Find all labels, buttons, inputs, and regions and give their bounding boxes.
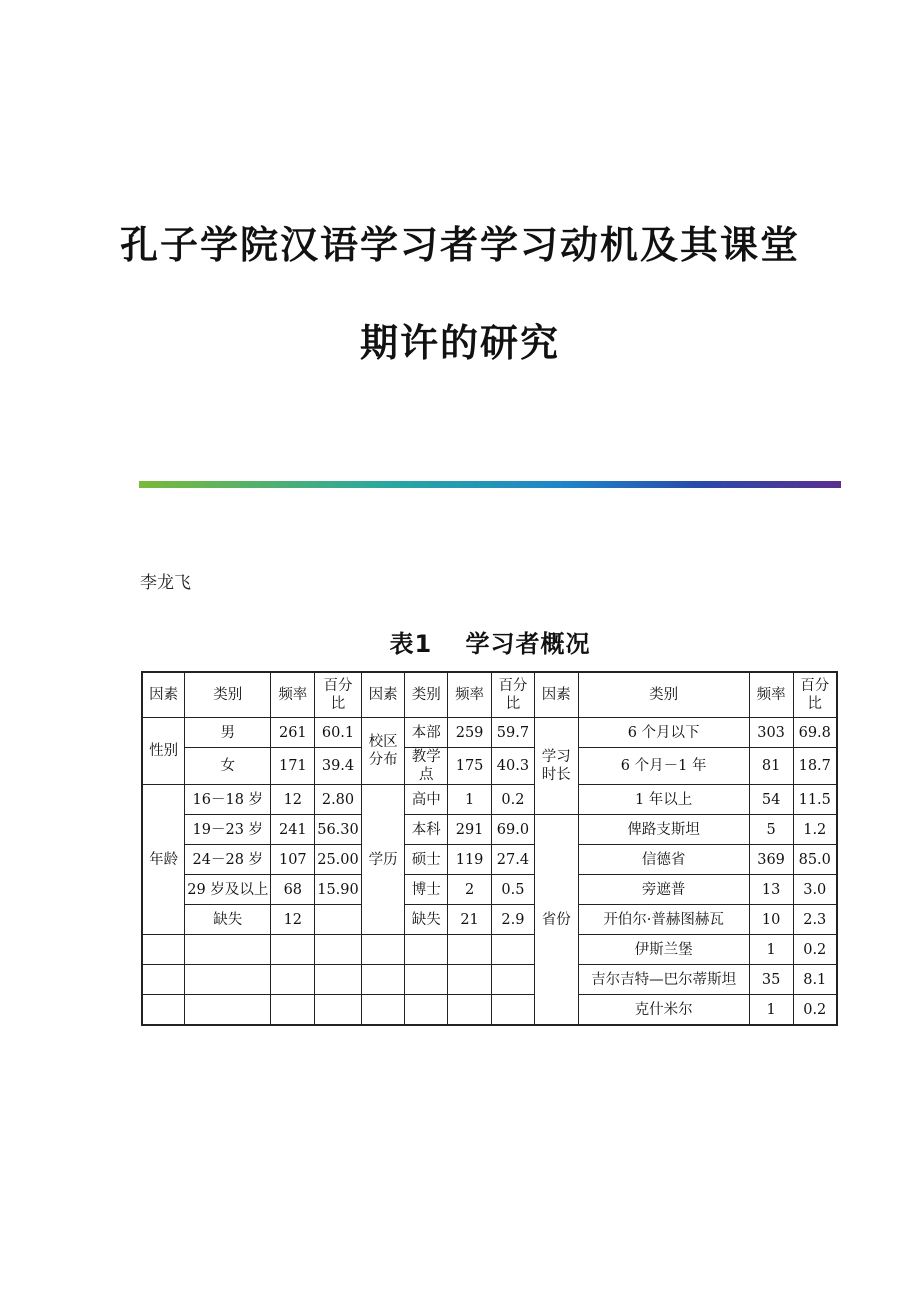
category-cell: 本部 — [405, 718, 448, 748]
frequency-cell: 291 — [448, 815, 492, 845]
category-cell: 硕士 — [405, 845, 448, 875]
category-cell: 男 — [185, 718, 271, 748]
header-cell: 频率 — [749, 672, 793, 718]
empty-cell — [142, 965, 185, 995]
empty-cell — [491, 995, 534, 1026]
paper-title-line-2: 期许的研究 — [359, 320, 560, 365]
empty-cell — [315, 935, 362, 965]
percent-cell: 56.30 — [315, 815, 362, 845]
frequency-cell: 107 — [271, 845, 315, 875]
percent-cell: 25.00 — [315, 845, 362, 875]
factor-cell-age: 年龄 — [142, 785, 185, 935]
factor-cell-gender: 性别 — [142, 718, 185, 785]
empty-cell — [405, 935, 448, 965]
frequency-cell: 171 — [271, 748, 315, 785]
frequency-cell: 68 — [271, 875, 315, 905]
percent-cell: 3.0 — [793, 875, 837, 905]
table-caption — [0, 624, 920, 659]
percent-cell: 15.90 — [315, 875, 362, 905]
frequency-cell: 1 — [448, 785, 492, 815]
percent-cell: 59.7 — [491, 718, 534, 748]
learner-overview-table — [141, 671, 838, 1026]
empty-cell — [448, 995, 492, 1026]
frequency-cell: 54 — [749, 785, 793, 815]
frequency-cell: 81 — [749, 748, 793, 785]
table-row — [142, 718, 837, 748]
frequency-cell: 303 — [749, 718, 793, 748]
header-cell: 类别 — [405, 672, 448, 718]
empty-cell — [361, 965, 405, 995]
percent-cell: 8.1 — [793, 965, 837, 995]
category-cell: 俾路支斯坦 — [578, 815, 749, 845]
header-cell: 因素 — [142, 672, 185, 718]
frequency-cell: 12 — [271, 785, 315, 815]
percent-cell: 0.2 — [793, 995, 837, 1026]
empty-cell — [185, 965, 271, 995]
empty-cell — [491, 965, 534, 995]
empty-cell — [361, 995, 405, 1026]
empty-cell — [271, 995, 315, 1026]
percent-cell: 60.1 — [315, 718, 362, 748]
empty-cell — [185, 995, 271, 1026]
header-cell: 类别 — [578, 672, 749, 718]
percent-cell: 1.2 — [793, 815, 837, 845]
empty-cell — [142, 995, 185, 1026]
empty-cell — [405, 995, 448, 1026]
percent-cell: 0.2 — [793, 935, 837, 965]
percent-cell — [315, 905, 362, 935]
frequency-cell: 119 — [448, 845, 492, 875]
factor-cell-campus: 校区分布 — [361, 718, 405, 785]
table-row — [142, 748, 837, 785]
factor-cell-duration: 学习时长 — [534, 718, 578, 815]
empty-cell — [448, 935, 492, 965]
percent-cell: 27.4 — [491, 845, 534, 875]
paper-title-line-1: 孔子学院汉语学习者学习动机及其课堂 — [119, 222, 800, 267]
category-cell: 吉尔吉特—巴尔蒂斯坦 — [578, 965, 749, 995]
table-row — [142, 875, 837, 905]
percent-cell: 69.0 — [491, 815, 534, 845]
empty-cell — [405, 965, 448, 995]
author-name: 李龙飞 — [140, 573, 191, 593]
category-cell: 本科 — [405, 815, 448, 845]
header-cell: 百分比 — [491, 672, 534, 718]
category-cell: 女 — [185, 748, 271, 785]
category-cell: 6 个月－1 年 — [578, 748, 749, 785]
frequency-cell: 369 — [749, 845, 793, 875]
percent-cell: 18.7 — [793, 748, 837, 785]
frequency-cell: 5 — [749, 815, 793, 845]
frequency-cell: 13 — [749, 875, 793, 905]
factor-cell-province: 省份 — [534, 815, 578, 1026]
table-caption-number: 表1 — [389, 630, 433, 658]
empty-cell — [448, 965, 492, 995]
frequency-cell: 261 — [271, 718, 315, 748]
empty-cell — [491, 935, 534, 965]
table-row — [142, 845, 837, 875]
percent-cell: 2.80 — [315, 785, 362, 815]
empty-cell — [185, 935, 271, 965]
frequency-cell: 241 — [271, 815, 315, 845]
empty-cell — [361, 935, 405, 965]
category-cell: 信德省 — [578, 845, 749, 875]
table-row — [142, 935, 837, 965]
category-cell: 19－23 岁 — [185, 815, 271, 845]
category-cell: 缺失 — [185, 905, 271, 935]
percent-cell: 2.3 — [793, 905, 837, 935]
header-cell: 百分比 — [793, 672, 837, 718]
frequency-cell: 10 — [749, 905, 793, 935]
percent-cell: 39.4 — [315, 748, 362, 785]
empty-cell — [271, 935, 315, 965]
category-cell: 16－18 岁 — [185, 785, 271, 815]
empty-cell — [271, 965, 315, 995]
percent-cell: 2.9 — [491, 905, 534, 935]
category-cell: 高中 — [405, 785, 448, 815]
table-row — [142, 905, 837, 935]
category-cell: 29 岁及以上 — [185, 875, 271, 905]
header-cell: 频率 — [448, 672, 492, 718]
percent-cell: 0.5 — [491, 875, 534, 905]
frequency-cell: 21 — [448, 905, 492, 935]
header-cell: 因素 — [534, 672, 578, 718]
frequency-cell: 259 — [448, 718, 492, 748]
category-cell: 24－28 岁 — [185, 845, 271, 875]
category-cell: 旁遮普 — [578, 875, 749, 905]
category-cell: 博士 — [405, 875, 448, 905]
frequency-cell: 35 — [749, 965, 793, 995]
table-row — [142, 785, 837, 815]
factor-cell-education: 学历 — [361, 785, 405, 935]
header-cell: 频率 — [271, 672, 315, 718]
empty-cell — [142, 935, 185, 965]
frequency-cell: 1 — [749, 935, 793, 965]
category-cell: 伊斯兰堡 — [578, 935, 749, 965]
table-row — [142, 815, 837, 845]
category-cell: 克什米尔 — [578, 995, 749, 1026]
header-cell: 百分比 — [315, 672, 362, 718]
percent-cell: 11.5 — [793, 785, 837, 815]
gradient-divider — [139, 481, 841, 488]
frequency-cell: 12 — [271, 905, 315, 935]
category-cell: 1 年以上 — [578, 785, 749, 815]
category-cell: 缺失 — [405, 905, 448, 935]
percent-cell: 40.3 — [491, 748, 534, 785]
table-row — [142, 995, 837, 1026]
header-cell: 类别 — [185, 672, 271, 718]
category-cell: 6 个月以下 — [578, 718, 749, 748]
percent-cell: 85.0 — [793, 845, 837, 875]
frequency-cell: 175 — [448, 748, 492, 785]
empty-cell — [315, 995, 362, 1026]
table-header-row — [142, 672, 837, 718]
category-cell: 教学点 — [405, 748, 448, 785]
percent-cell: 69.8 — [793, 718, 837, 748]
category-cell: 开伯尔·普赫图赫瓦 — [578, 905, 749, 935]
table-caption-text: 学习者概况 — [465, 630, 591, 658]
table-row — [142, 965, 837, 995]
empty-cell — [315, 965, 362, 995]
frequency-cell: 1 — [749, 995, 793, 1026]
frequency-cell: 2 — [448, 875, 492, 905]
percent-cell: 0.2 — [491, 785, 534, 815]
header-cell: 因素 — [361, 672, 405, 718]
